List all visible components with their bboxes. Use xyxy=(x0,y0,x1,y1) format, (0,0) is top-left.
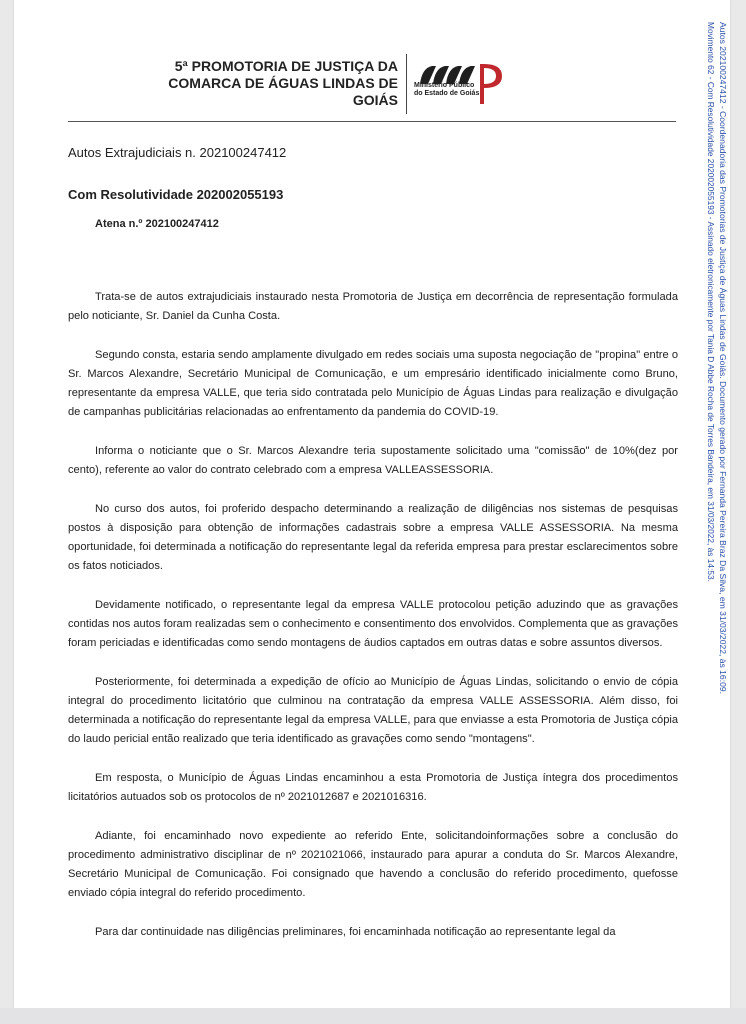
resolutividade-number: Com Resolutividade 202002055193 xyxy=(68,187,284,202)
signature-note-line-1: Autos 202100247412 - Coordenadoria das Promotorias de Justiça de Águas Lindas de Goiás. Documento gerado por Fernanda Pereira Braz Da Silva, em 31/03/2022, às 16:09. xyxy=(718,22,728,679)
promotoria-title xyxy=(138,58,398,109)
title-line-3: GOIÁS xyxy=(352,92,398,108)
paragraph: Informa o noticiante que o Sr. Marcos Alexandre teria supostamente solicitado uma "comissão" de 10%(dez por cento), referente ao valor do contrato celebrado com a empresa VALLEASSESSORIA. xyxy=(68,445,678,476)
logo-caption xyxy=(414,82,479,98)
logo-caption-line-1: Ministério Público xyxy=(414,82,475,89)
atena-number: Atena n.º 202100247412 xyxy=(95,218,219,230)
header-separator xyxy=(406,54,407,114)
paragraph: Adiante, foi encaminhado novo expediente ao referido Ente, solicitandoinformações sobre a conclusão do procedimento administrativo disciplinar de nº 2021021066, instaurado para apurar a conduta do Sr. Marcos Alexandre, Secretário Municipal de Comunicação. Foi consignado que havendo a conclusão do referido procedimento, quefosse enviado cópia integral do referido procedimento. xyxy=(68,830,678,899)
page-bottom-strip xyxy=(0,1008,746,1024)
paragraph: Trata-se de autos extrajudiciais instaurado nesta Promotoria de Justiça em decorrência de representação formulada pelo noticiante, Sr. Daniel da Cunha Costa. xyxy=(68,291,678,322)
paragraph: Segundo consta, estaria sendo amplamente divulgado em redes sociais uma suposta negociação de "propina" entre o Sr. Marcos Alexandre, Secretário Municipal de Comunicação, e um empresário identificado inicialmente como Bruno, representante da empresa VALLE, que teria sido contratada pelo Município de Águas Lindas para realização e divulgação de campanhas publicitárias relacionadas ao enfrentamento da pandemia do COVID-19. xyxy=(68,349,678,418)
paragraph: Em resposta, o Município de Águas Lindas encaminhou a esta Promotoria de Justiça íntegra dos procedimentos licitatórios autuados sob os protocolos de nº 2021012687 e 2021016316. xyxy=(68,772,678,803)
paragraph: No curso dos autos, foi proferido despacho determinando a realização de diligências nos sistemas de pesquisas postos à disposição para obtenção de informações cadastrais sobre a empresa VALLE ASSESSORIA. Na mesma oportunidade, foi determinada a notificação do representante legal da referida empresa para prestar esclarecimentos sobre os fatos noticiados. xyxy=(68,503,678,572)
document-body xyxy=(68,288,678,962)
document-page xyxy=(14,0,730,1008)
title-line-2: COMARCA DE ÁGUAS LINDAS DE xyxy=(168,75,398,91)
document-header xyxy=(14,52,730,108)
paragraph: Para dar continuidade nas diligências preliminares, foi encaminhada notificação ao representante legal da xyxy=(95,926,616,938)
paragraph: Posteriormente, foi determinada a expedição de ofício ao Município de Águas Lindas, solicitando o envio de cópia integral do procedimento licitatório que culminou na contratação da empresa VALLE ASSESSORIA. Além disso, foi determinada a notificação do representante legal da empresa VALLE, para que enviasse a esta Promotoria de Justiça cópia do laudo pericial então realizado que teria identificado as gravações como sendo "montagens". xyxy=(68,676,678,745)
logo-caption-line-2: do Estado de Goiás xyxy=(414,90,480,97)
autos-number: Autos Extrajudiciais n. 202100247412 xyxy=(68,145,287,160)
paragraph: Devidamente notificado, o representante legal da empresa VALLE protocolou petição aduzindo que as gravações contidas nos autos foram realizadas sem o conhecimento e consentimento dos envolvidos. Complementa que as gravações foram periciadas e identificadas como sendo montagens de áudios captados em outras datas e sobre assuntos diversos. xyxy=(68,599,678,649)
header-rule xyxy=(68,121,676,122)
electronic-signature-note xyxy=(690,18,740,698)
title-line-1: 5ª PROMOTORIA DE JUSTIÇA DA xyxy=(174,58,398,74)
signature-note-line-2: Movimento 62 - Com Resolutividade 202002055193 - Assinado eletronicamente por Tania D Abbe Rocha de Torres Bandeira, em 31/03/2022, às 14:53. xyxy=(706,22,716,585)
